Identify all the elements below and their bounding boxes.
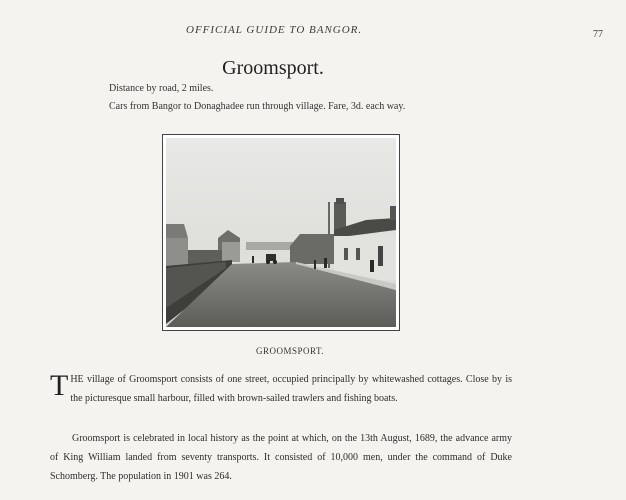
- section-title: Groomsport.: [222, 57, 324, 79]
- running-head: OFFICIAL GUIDE TO BANGOR.: [186, 24, 363, 36]
- drop-cap: T: [50, 369, 69, 402]
- village-street-photo: [166, 138, 396, 327]
- cars-fare-line: Cars from Bangor to Donaghadee run through village. Fare, 3d. each way.: [109, 101, 406, 112]
- paragraph-1: [50, 370, 512, 408]
- distance-line: Distance by road, 2 miles.: [109, 83, 214, 94]
- paragraph-1-text: HE village of Groomsport consists of one street, occupied principally by whitewashed cottages. Close by is the picturesque small harbour, filled with brown-sailed trawlers and fishing boats.: [70, 374, 512, 404]
- photo-caption: GROOMSPORT.: [255, 346, 325, 356]
- photo-frame: [162, 134, 400, 331]
- paragraph-2: Groomsport is celebrated in local history as the point at which, on the 13th August, 1689, the advance army of King William landed from seventy transports. It consisted of 10,000 men, under the command of Duke Schomberg. The population in 1901 was 264.: [50, 433, 512, 482]
- page-number: 77: [593, 29, 603, 40]
